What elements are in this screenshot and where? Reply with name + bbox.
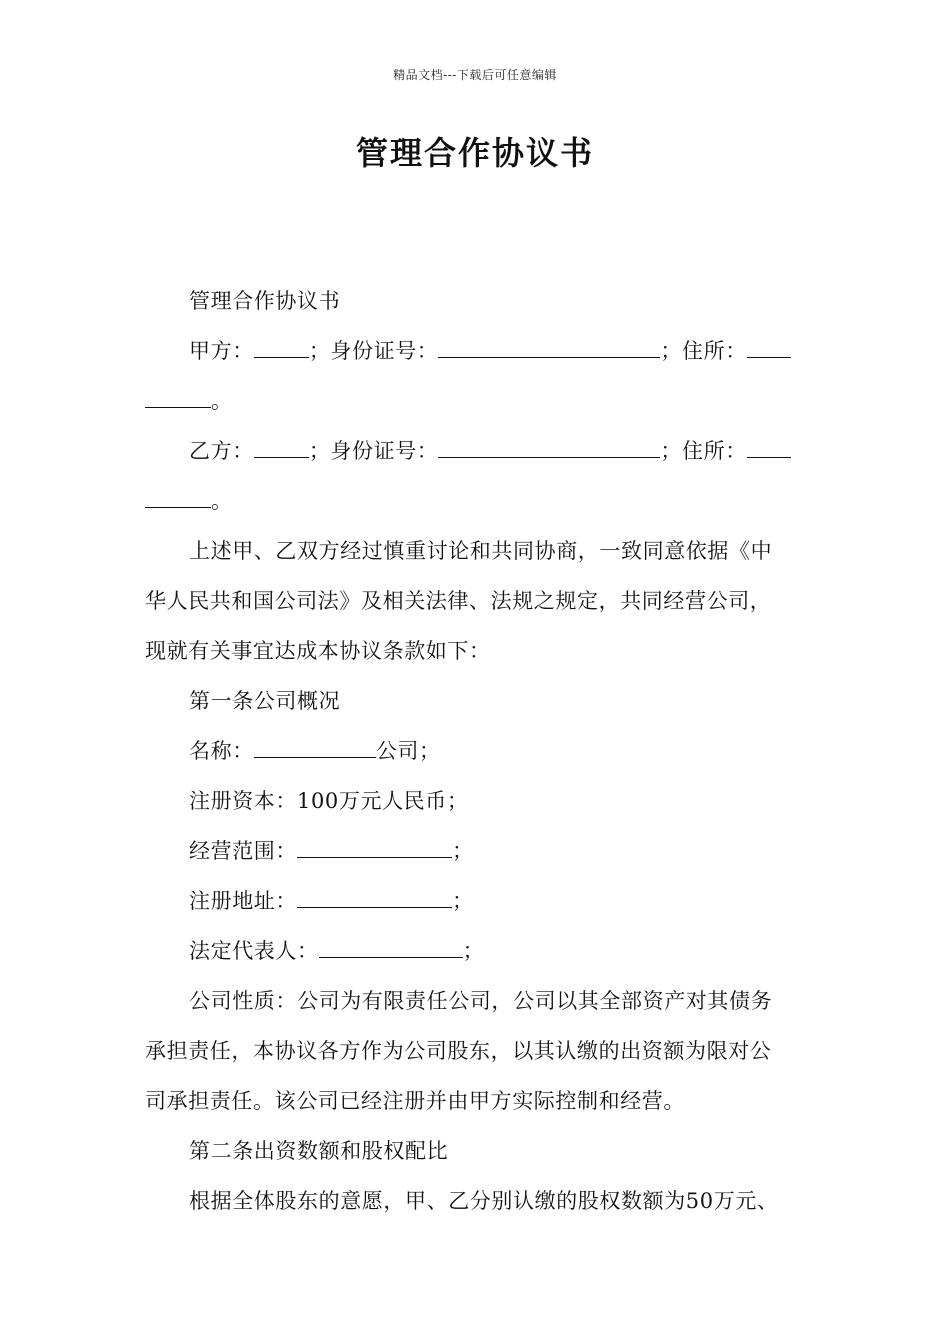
intro-line-1: 上述甲、乙双方经过慎重讨论和共同协商，一致同意依据《中 bbox=[189, 539, 773, 563]
party-a-addr-blank-cont[interactable] bbox=[145, 385, 211, 408]
legal-rep-line bbox=[145, 926, 810, 976]
shares-line-1: 根据全体股东的意愿，甲、乙分别认缴的股权数额为50万元、 bbox=[189, 1189, 779, 1213]
party-b-line-2 bbox=[145, 476, 810, 526]
business-scope-end: ； bbox=[452, 839, 474, 863]
party-b-addr-blank[interactable] bbox=[747, 435, 791, 458]
registered-address-label: 注册地址： bbox=[189, 889, 297, 913]
nature-line-2: 承担责任，本协议各方作为公司股东，以其认缴的出资额为限对公 bbox=[145, 1039, 772, 1063]
registered-address-end: ； bbox=[452, 889, 474, 913]
company-name-suffix: 公司； bbox=[375, 739, 441, 763]
document-title: 管理合作协议书 bbox=[355, 134, 594, 172]
business-scope-line bbox=[145, 826, 810, 876]
document-body bbox=[145, 276, 810, 1226]
party-a-addr-label: ；住所： bbox=[660, 339, 747, 363]
party-a-line-2 bbox=[145, 376, 810, 426]
party-b-end: 。 bbox=[211, 489, 233, 513]
article-1-title: 第一条公司概况 bbox=[189, 689, 341, 713]
nature-line-3: 司承担责任。该公司已经注册并由甲方实际控制和经营。 bbox=[145, 1089, 685, 1113]
registered-address-line bbox=[145, 876, 810, 926]
legal-rep-blank[interactable] bbox=[319, 935, 463, 958]
legal-rep-end: ； bbox=[462, 939, 485, 963]
party-b-addr-blank-cont[interactable] bbox=[145, 485, 211, 508]
party-b-label: 乙方： bbox=[189, 439, 254, 463]
article-2-title: 第二条出资数额和股权配比 bbox=[189, 1139, 449, 1163]
party-b-id-label: ；身份证号： bbox=[308, 439, 439, 463]
party-a-addr-blank[interactable] bbox=[747, 335, 791, 358]
company-name-label: 名称： bbox=[189, 739, 254, 763]
party-a-label: 甲方： bbox=[189, 339, 254, 363]
business-scope-blank[interactable] bbox=[297, 835, 452, 858]
party-a-id-blank[interactable] bbox=[438, 335, 660, 358]
registered-address-blank[interactable] bbox=[297, 885, 452, 908]
nature-line-1: 公司性质：公司为有限责任公司，公司以其全部资产对其债务 bbox=[189, 989, 773, 1013]
business-scope-label: 经营范围： bbox=[189, 839, 297, 863]
body-subtitle: 管理合作协议书 bbox=[189, 289, 341, 313]
intro-line-2: 华人民共和国公司法》及相关法律、法规之规定，共同经营公司， bbox=[145, 589, 772, 613]
company-name-line bbox=[145, 726, 810, 776]
company-name-blank[interactable] bbox=[254, 735, 376, 758]
header-note: 精品文档---下载后可任意编辑 bbox=[393, 68, 557, 82]
registered-capital: 注册资本：100万元人民币； bbox=[189, 789, 469, 813]
intro-line-3: 现就有关事宜达成本协议条款如下： bbox=[145, 639, 491, 663]
party-b-line bbox=[145, 426, 810, 476]
party-b-id-blank[interactable] bbox=[438, 435, 660, 458]
party-a-end: 。 bbox=[211, 389, 233, 413]
party-a-name-blank[interactable] bbox=[254, 335, 309, 358]
legal-rep-label: 法定代表人： bbox=[189, 939, 319, 963]
party-a-id-label: ；身份证号： bbox=[308, 339, 439, 363]
party-b-name-blank[interactable] bbox=[254, 435, 309, 458]
party-a-line bbox=[145, 326, 810, 376]
party-b-addr-label: ；住所： bbox=[660, 439, 747, 463]
